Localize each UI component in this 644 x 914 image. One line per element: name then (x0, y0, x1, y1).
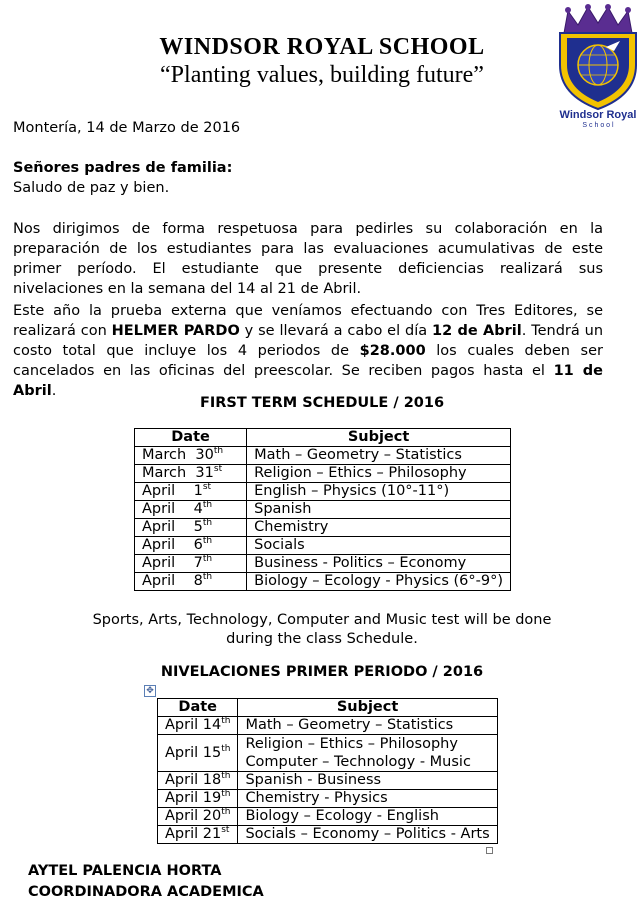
salutation: Señores padres de familia: (13, 160, 233, 176)
subject-header: Subject (247, 429, 511, 447)
greeting: Saludo de paz y bien. (13, 180, 170, 196)
schedule-note-line-1: Sports, Arts, Technology, Computer and Music test will be done (92, 612, 552, 628)
table-header-row (135, 429, 511, 447)
subject-cell: Biology – Ecology - Physics (6°-9°) (247, 573, 511, 591)
payment-deadline: 11 de Abril (13, 363, 603, 399)
date-cell: April 1st (135, 483, 247, 501)
subject-cell: Spanish (247, 501, 511, 519)
nivelaciones-title: NIVELACIONES PRIMER PERIODO / 2016 (160, 664, 484, 680)
date-cell: April 14th (158, 717, 238, 735)
date-cell: April 8th (135, 573, 247, 591)
school-name: WINDSOR ROYAL SCHOOL (159, 34, 485, 60)
subject-cell: Chemistry - Physics (238, 790, 497, 808)
subject-header: Subject (238, 699, 497, 717)
table-resize-handle[interactable] (486, 847, 493, 854)
table-row (135, 573, 511, 591)
date-cell: April 7th (135, 555, 247, 573)
date-header: Date (135, 429, 247, 447)
subject-cell: Chemistry (247, 519, 511, 537)
nivelaciones-table (157, 698, 498, 844)
table-row (135, 447, 511, 465)
date-header: Date (158, 699, 238, 717)
date-cell: March 30th (135, 447, 247, 465)
table-row (135, 483, 511, 501)
date-cell: April 5th (135, 519, 247, 537)
subject-cell: Business - Politics – Economy (247, 555, 511, 573)
table-row (158, 790, 498, 808)
subject-cell: Biology – Ecology - English (238, 808, 497, 826)
date-cell: April 18th (158, 772, 238, 790)
first-term-title: FIRST TERM SCHEDULE / 2016 (199, 395, 445, 411)
date-cell: April 15th (158, 735, 238, 772)
first-term-table (134, 428, 511, 591)
schedule-note-line-2: during the class Schedule. (226, 631, 418, 647)
paragraph-2: Este año la prueba externa que veníamos efectuando con Tres Editores, se realizará con HELMER PARDO y se llevará a cabo el día 12 de Abril. Tendrá un costo total que incluye los 4 periodos de $28.000 los cuales deben ser cancelados en las oficinas del preescolar. Se reciben pagos hasta el 11 de Abril. (13, 303, 604, 399)
date-cell: April 4th (135, 501, 247, 519)
subject-cell: English – Physics (10°-11°) (247, 483, 511, 501)
table-row (135, 465, 511, 483)
subject-cell: Socials – Economy – Politics - Arts (238, 826, 497, 844)
logo-text: Windsor Royal (559, 109, 637, 121)
table-row (135, 555, 511, 573)
table-row (158, 717, 498, 735)
exam-cost: $28.000 (359, 343, 426, 359)
table-header-row (158, 699, 498, 717)
date-cell: April 19th (158, 790, 238, 808)
date-cell: April 21st (158, 826, 238, 844)
table-row (135, 537, 511, 555)
move-anchor-icon[interactable]: ✥ (144, 685, 156, 697)
date-cell: April 20th (158, 808, 238, 826)
signatory-role: COORDINADORA ACADEMICA (28, 884, 264, 900)
exam-date: 12 de Abril (432, 323, 522, 339)
table-row (158, 826, 498, 844)
logo-subtext: S c h o o l (582, 122, 614, 129)
subject-cell: Socials (247, 537, 511, 555)
date-cell: March 31st (135, 465, 247, 483)
subject-cell: Spanish - Business (238, 772, 497, 790)
table-row (158, 808, 498, 826)
table-row (158, 735, 498, 772)
subject-cell: Religion – Ethics – Philosophy (247, 465, 511, 483)
subject-cell: Math – Geometry – Statistics (247, 447, 511, 465)
paragraph-1: Nos dirigimos de forma respetuosa para pedirles su colaboración en la preparación de los estudiantes para las evaluaciones acumulativas de este primer período. El estudiante que presente deficiencias realizará sus nivelaciones en la semana del 14 al 21 de Abril. (13, 221, 603, 297)
subject-cell: Religion – Ethics – Philosophy Computer – Technology - Music (238, 735, 497, 772)
school-crest-icon (554, 3, 642, 129)
provider-name: HELMER PARDO (111, 323, 240, 339)
signatory-name: AYTEL PALENCIA HORTA (28, 863, 222, 879)
subject-cell: Math – Geometry – Statistics (238, 717, 497, 735)
place-date: Montería, 14 de Marzo de 2016 (13, 120, 241, 136)
school-motto: “Planting values, building future” (160, 62, 484, 88)
date-cell: April 6th (135, 537, 247, 555)
table-row (135, 501, 511, 519)
table-row (158, 772, 498, 790)
table-row (135, 519, 511, 537)
